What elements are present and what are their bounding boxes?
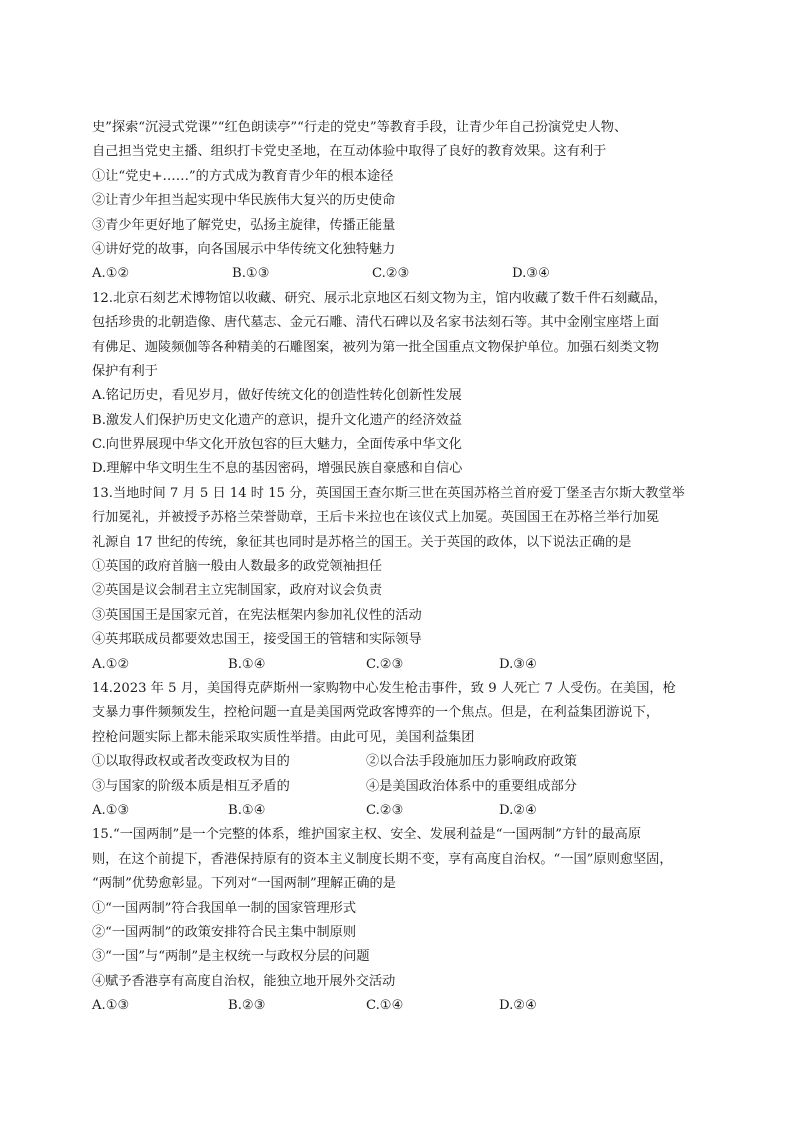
question-stem-line: 15.“一国两制”是一个完整的体系，维护国家主权、安全、发展利益是“一国两制”方针的最高原 [92, 827, 642, 843]
question-stem-line: 13.当地时间 7 月 5 日 14 时 15 分，英国国王查尔斯三世在英国苏格兰首府爱丁堡圣吉尔斯大教堂举 [92, 485, 685, 501]
statement-item: ①让“党史+……”的方式成为教育青少年的根本途径 [92, 168, 394, 184]
question-stem-line: 史”探索“沉浸式党课”“红色朗读亭”“行走的党史”等教育手段，让青少年自己扮演党史人物、 [92, 120, 628, 135]
answer-choices [92, 262, 704, 286]
choice-b[interactable]: B.激发人们保护历史文化遗产的意识，提升文化遗产的经济效益 [92, 412, 462, 428]
question-11 [92, 116, 704, 287]
choice-d[interactable]: D.理解中华文明生生不息的基因密码，增强民族自豪感和自信心 [92, 461, 463, 477]
statement-item: ③青少年更好地了解党史，弘扬主旋律，传播正能量 [92, 217, 396, 233]
statement-item: ①英国的政府首脑一般由人数最多的政党领袖担任 [92, 559, 383, 575]
statement-item: ①以取得政权或者改变政权为目的 [92, 754, 290, 770]
choice-b[interactable]: B.①③ [232, 266, 270, 282]
question-stem-line: 礼源自 17 世纪的传统，象征其也同时是苏格兰的国王。关于英国的政体，以下说法正确的是 [92, 534, 632, 550]
choice-c[interactable]: C.向世界展现中华文化开放包容的巨大魅力，全面传承中华文化 [92, 437, 462, 453]
statement-item: ④是美国政治体系中的重要组成部分 [366, 778, 577, 794]
question-14 [92, 677, 704, 823]
statement-item: ④英邦联成员都要效忠国王，接受国王的管辖和实际领导 [92, 632, 422, 648]
choice-b[interactable]: B.①④ [228, 802, 266, 818]
question-stem-line: 则，在这个前提下，香港保持原有的资本主义制度长期不变，享有高度自治权。“一国”原则愈坚固， [92, 851, 673, 867]
choice-a[interactable]: A.①② [92, 266, 130, 282]
question-stem-line: 行加冕礼，并被授予苏格兰荣誉勋章，王后卡米拉也在该仪式上加冕。英国国王在苏格兰举行加冕 [92, 510, 660, 526]
choice-a[interactable]: A.铭记历史，看见岁月，做好传统文化的创造性转化创新性发展 [92, 388, 462, 404]
question-15 [92, 823, 704, 1018]
choice-a[interactable]: A.①③ [92, 802, 130, 818]
choice-a[interactable]: A.①② [92, 656, 130, 672]
choice-d[interactable]: D.②④ [499, 802, 537, 818]
statement-item: ④讲好党的故事，向各国展示中华传统文化独特魅力 [92, 241, 396, 257]
statement-item: ③“一国”与“两制”是主权统一与政权分层的问题 [92, 949, 370, 965]
choice-d[interactable]: D.③④ [499, 656, 537, 672]
question-stem-line: 12.北京石刻艺术博物馆以收藏、研究、展示北京地区石刻文物为主，馆内收藏了数千件石刻藏品， [92, 290, 667, 306]
question-stem-line: 自己担当党史主播、组织打卡党史圣地，在互动体验中取得了良好的教育效果。这有利于 [92, 144, 607, 160]
statement-item: ②让青少年担当起实现中华民族伟大复兴的历史使命 [92, 193, 396, 209]
statement-item: ②英国是议会制君主立宪制国家，政府对议会负责 [92, 583, 383, 599]
answer-choices [92, 799, 704, 823]
statement-row [92, 775, 704, 799]
question-stem-line: “两制”优势愈彰显。下列对“一国两制”理解正确的是 [92, 876, 396, 892]
statement-item: ①“一国两制”符合我国单一制的国家管理形式 [92, 900, 357, 916]
page-content [92, 116, 704, 1018]
answer-choices [92, 994, 704, 1018]
choice-d[interactable]: D.②④ [499, 998, 537, 1014]
choice-c[interactable]: C.①④ [366, 998, 404, 1014]
choice-b[interactable]: B.②③ [228, 998, 266, 1014]
choice-c[interactable]: C.②③ [372, 266, 410, 282]
question-stem-line: 14.2023 年 5 月，美国得克萨斯州一家购物中心发生枪击事件，致 9 人死亡 7 人受伤。在美国，枪 [92, 680, 676, 696]
choice-c[interactable]: C.②③ [366, 656, 404, 672]
statement-item: ④赋予香港享有高度自治权，能独立地开展外交活动 [92, 973, 396, 989]
choice-d[interactable]: D.③④ [512, 266, 550, 282]
statement-item: ③英国国王是国家元首，在宪法框架内参加礼仪性的活动 [92, 607, 422, 623]
question-12 [92, 287, 704, 482]
question-stem-line: 控枪问题实际上都未能采取实质性举措。由此可见，美国利益集团 [92, 729, 475, 745]
choice-b[interactable]: B.①④ [228, 656, 266, 672]
question-stem-line: 包括珍贵的北朝造像、唐代墓志、金元石雕、清代石碑以及名家书法刻石等。其中金刚宝座塔上面 [92, 315, 660, 331]
choice-c[interactable]: C.②③ [366, 802, 404, 818]
statement-item: ③与国家的阶级本质是相互矛盾的 [92, 778, 290, 794]
question-stem-line: 有佛足、迦陵频伽等各种精美的石雕图案，被列为第一批全国重点文物保护单位。加强石刻类文物 [92, 339, 660, 355]
statement-row [92, 750, 704, 774]
choice-a[interactable]: A.①③ [92, 998, 130, 1014]
question-stem-line: 支暴力事件频频发生，控枪问题一直是美国两党政客博弈的一个焦点。但是，在利益集团游说下， [92, 705, 660, 721]
statement-item: ②以合法手段施加压力影响政府政策 [366, 754, 577, 770]
question-stem-line: 保护有利于 [92, 363, 158, 379]
answer-choices [92, 653, 704, 677]
question-13 [92, 482, 704, 677]
statement-item: ②“一国两制”的政策安排符合民主集中制原则 [92, 924, 357, 940]
